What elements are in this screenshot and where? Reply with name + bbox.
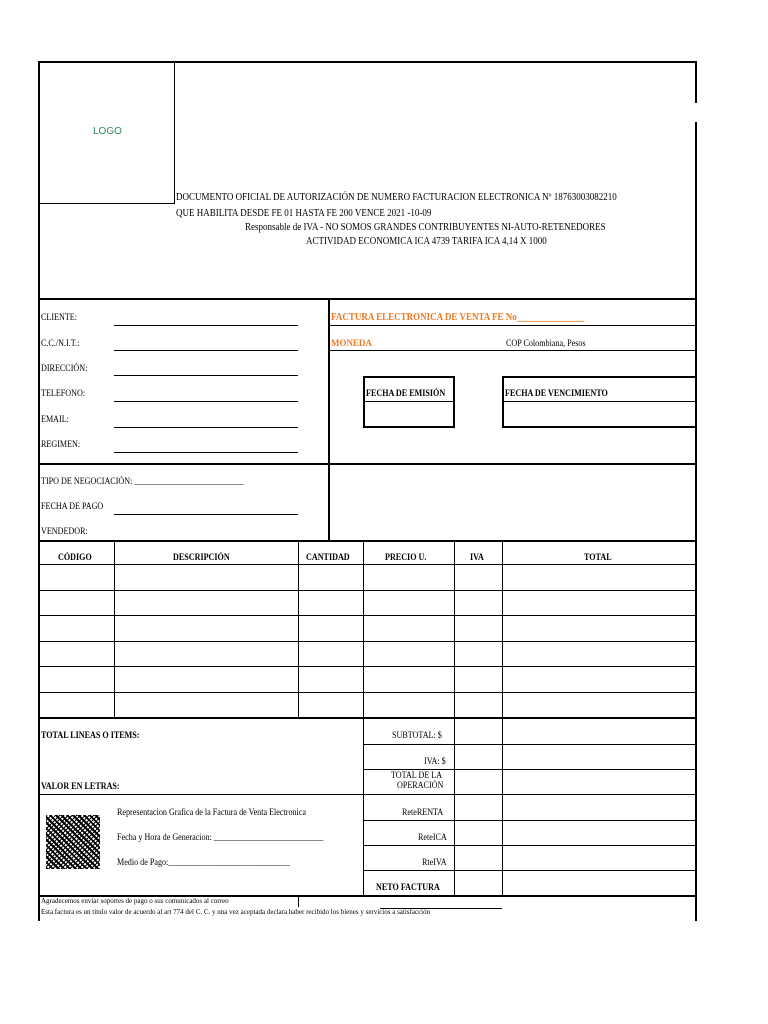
- totals-row: [363, 870, 696, 871]
- fecha-vencimiento-divider: [502, 401, 696, 402]
- label-cliente: CLIENTE:: [41, 312, 77, 322]
- qr-code: [46, 815, 100, 869]
- table-row: [38, 590, 697, 591]
- label-nit: C.C./N.I.T.:: [41, 338, 80, 348]
- footer-line-2: Esta factura es un titulo valor de acuerdo al art 774 del C. C. y una vez aceptada declara haber recibido los bienes y servicios a satisfacción: [41, 908, 431, 916]
- cliente-field[interactable]: [114, 325, 298, 326]
- neto-factura-label: NETO FACTURA: [376, 882, 440, 892]
- fecha-emision-label: FECHA DE EMISIÓN: [366, 388, 446, 398]
- vendedor-label: VENDEDOR:: [41, 526, 88, 536]
- header-line-1: DOCUMENTO OFICIAL DE AUTORIZACIÓN DE NUMERO FACTURACION ELECTRONICA Nº 18763003082210: [176, 192, 617, 203]
- terms-bottom-border: [38, 540, 697, 542]
- reteiva-label: RteIVA: [422, 857, 447, 867]
- header-bottom-border: [38, 298, 697, 300]
- tipo-negociacion: TIPO DE NEGOCIACIÓN: ___________________________: [41, 476, 244, 486]
- fecha-emision-divider: [363, 401, 455, 402]
- subtotal-label: SUBTOTAL: $: [392, 730, 442, 740]
- frame-right-border: [695, 122, 697, 921]
- fecha-pago-field[interactable]: [114, 514, 298, 515]
- total-operacion-label-1: TOTAL DE LA: [391, 770, 443, 780]
- valor-letras-label: VALOR EN LETRAS:: [41, 781, 120, 791]
- total-operacion-label-2: OPERACIÓN: [397, 780, 444, 790]
- invoice-title-rule: [328, 325, 696, 326]
- th-codigo: CÓDIGO: [58, 552, 92, 562]
- moneda-label: MONEDA: [331, 338, 372, 348]
- totals-row: [363, 845, 696, 846]
- header-line-2: QUE HABILITA DESDE FE 01 HASTA FE 200 VENCE 2021 -10-09: [176, 208, 432, 219]
- reterenta-label: ReteRENTA: [402, 807, 444, 817]
- moneda-value: COP Colombiana, Pesos: [506, 338, 586, 348]
- table-row: [38, 615, 697, 616]
- moneda-rule: [328, 350, 696, 351]
- table-row: [38, 641, 697, 642]
- totals-row: [363, 794, 696, 795]
- label-telefono: TELEFONO:: [41, 388, 86, 398]
- label-email: EMAIL:: [41, 414, 69, 424]
- table-row: [38, 666, 697, 667]
- direccion-field[interactable]: [114, 375, 298, 376]
- th-precio: PRECIO U.: [385, 552, 427, 562]
- invoice-title: FACTURA ELECTRONICA DE VENTA FE No_______________: [331, 312, 585, 323]
- fecha-vencimiento-label: FECHA DE VENCIMIENTO: [505, 388, 608, 398]
- header-line-4: ACTIVIDAD ECONOMICA ICA 4739 TARIFA ICA 4,14 X 1000: [306, 236, 547, 247]
- footer-divider: [298, 895, 299, 907]
- total-lineas-label: TOTAL LINEAS O ITEMS:: [41, 730, 140, 740]
- telefono-field[interactable]: [114, 401, 298, 402]
- medio-pago-text: Medio de Pago:______________________________: [117, 857, 290, 867]
- client-divider: [328, 298, 330, 540]
- table-bottom: [38, 717, 697, 719]
- logo-placeholder: LOGO: [93, 126, 122, 137]
- footer-line-1: Agradecemos enviar soportes de pago o sus comunicados al correo: [41, 897, 229, 905]
- frame-right-border-top: [695, 61, 697, 103]
- th-cantidad: CANTIDAD: [306, 552, 350, 562]
- th-descripcion: DESCRIPCIÓN: [173, 552, 230, 562]
- nit-field[interactable]: [114, 350, 298, 351]
- label-direccion: DIRECCIÓN:: [41, 363, 88, 373]
- th-total: TOTAL: [584, 552, 612, 562]
- iva-label: IVA: $: [424, 756, 446, 766]
- label-regimen: REGIMEN:: [41, 439, 81, 449]
- email-field[interactable]: [114, 427, 298, 428]
- regimen-field[interactable]: [114, 452, 298, 453]
- header-line-3: Responsable de IVA - NO SOMOS GRANDES CONTRIBUYENTES NI-AUTO-RETENEDORES: [245, 222, 606, 233]
- fecha-emision-box[interactable]: [363, 376, 455, 428]
- fecha-hora-text: Fecha y Hora de Generacion: ___________________________: [117, 832, 324, 842]
- th-iva: IVA: [470, 552, 484, 562]
- reteica-label: ReteICA: [418, 832, 447, 842]
- representacion-text: Representacion Grafica de la Factura de Venta Electronica: [117, 807, 306, 817]
- valor-letras-rule: [38, 794, 363, 795]
- totals-row: [363, 820, 696, 821]
- fecha-pago-label: FECHA DE PAGO: [41, 501, 104, 511]
- client-bottom-border: [38, 463, 697, 465]
- fecha-vencimiento-box[interactable]: [502, 376, 696, 428]
- totals-row: [363, 744, 696, 745]
- table-row: [38, 692, 697, 693]
- table-row: [38, 564, 697, 565]
